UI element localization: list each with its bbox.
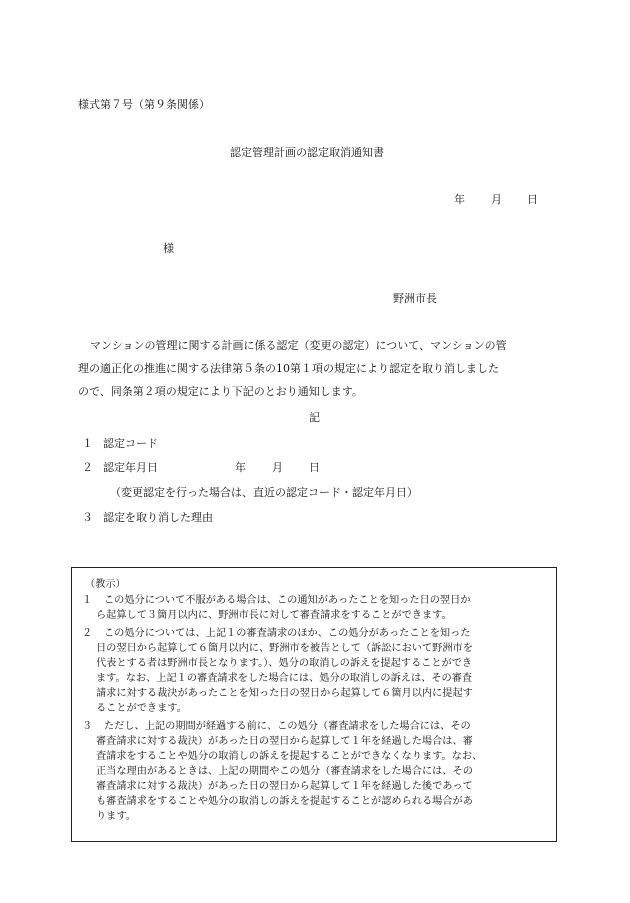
notice-line: ら起算して３箇月以内に、野洲市長に対して審査請求をすることができます。: [96, 610, 452, 621]
notice-line: も審査請求をすることや処分の取消しの訴えを提起することが認められる場合があ: [96, 796, 473, 807]
cert-date-year: 年: [235, 461, 246, 474]
cert-date-month: 月: [272, 461, 283, 474]
date-month-label: 月: [491, 193, 502, 206]
ki-heading: 記: [309, 411, 320, 424]
notice-line: 査請求をすることや処分の取消しの訴えを提起することができなくなります。なお、: [96, 751, 483, 762]
notice-line: 代表とする者は野洲市長となります。）、処分の取消しの訴えを提起することができ: [96, 658, 473, 669]
notice-line: ただし、上記の期間が経過する前に、この処分（審査請求をした場合には、その: [104, 721, 471, 732]
paragraph-line: マンションの管理に関する計画に係る認定（変更の認定）について、マンションの管: [90, 339, 507, 352]
date-day-label: 日: [527, 193, 538, 206]
item-number: １: [82, 437, 93, 450]
notice-line: 審査請求に対する裁決）があった日の翌日から起算して１年を経過した場合は、審: [96, 736, 473, 747]
notice-line: 請求に対する裁決があったことを知った日の翌日から起算して６箇月以内に提起す: [96, 688, 473, 699]
item-number: ２: [82, 461, 93, 474]
notice-line: ります。: [96, 811, 136, 822]
notice-heading: （教示）: [85, 579, 126, 590]
document-title: 認定管理計画の認定取消通知書: [230, 146, 384, 159]
form-number: 様式第７号（第９条関係）: [78, 98, 210, 111]
notice-line: 正当な理由があるときは、上記の期間やこの処分（審査請求をした場合には、その: [96, 766, 473, 777]
notice-line: 審査請求に対する裁決）があった日の翌日から起算して１年を経過した後であって: [96, 781, 473, 792]
date-year-label: 年: [454, 193, 465, 206]
cert-date-day: 日: [309, 461, 320, 474]
paragraph-line: ので、同条第２項の規定により下記のとおり通知します。: [78, 385, 363, 398]
notice-entry-number: ３: [82, 721, 93, 732]
notice-line: この処分について不服がある場合は、この通知があったことを知った日の翌日か: [104, 595, 471, 606]
item-label-cert-code: 認定コード: [103, 437, 158, 450]
notice-entry-number: １: [82, 595, 93, 606]
item-note: （変更認定を行った場合は、直近の認定コード・認定年月日）: [110, 486, 418, 499]
issuer: 野洲市長: [393, 292, 437, 305]
item-label-reason: 認定を取り消した理由: [103, 511, 213, 524]
notice-line: 日の翌日から起算して６箇月以内に、野洲市を被告として（訴訟において野洲市を: [96, 643, 473, 654]
notice-entry-number: ２: [82, 628, 93, 639]
addressee-suffix: 様: [163, 242, 174, 255]
notice-line: この処分については、上記１の審査請求のほか、この処分があったことを知った: [104, 628, 471, 639]
notice-line: ることができます。: [96, 703, 187, 714]
item-label-cert-date: 認定年月日: [103, 461, 158, 474]
notice-box: [71, 567, 557, 842]
paragraph-line: 理の適正化の推進に関する法律第５条の10第１項の規定により認定を取り消しました: [78, 362, 499, 375]
item-number: ３: [82, 511, 93, 524]
notice-line: ます。なお、上記１の審査請求をした場合には、処分の取消しの訴えは、その審査: [96, 673, 473, 684]
